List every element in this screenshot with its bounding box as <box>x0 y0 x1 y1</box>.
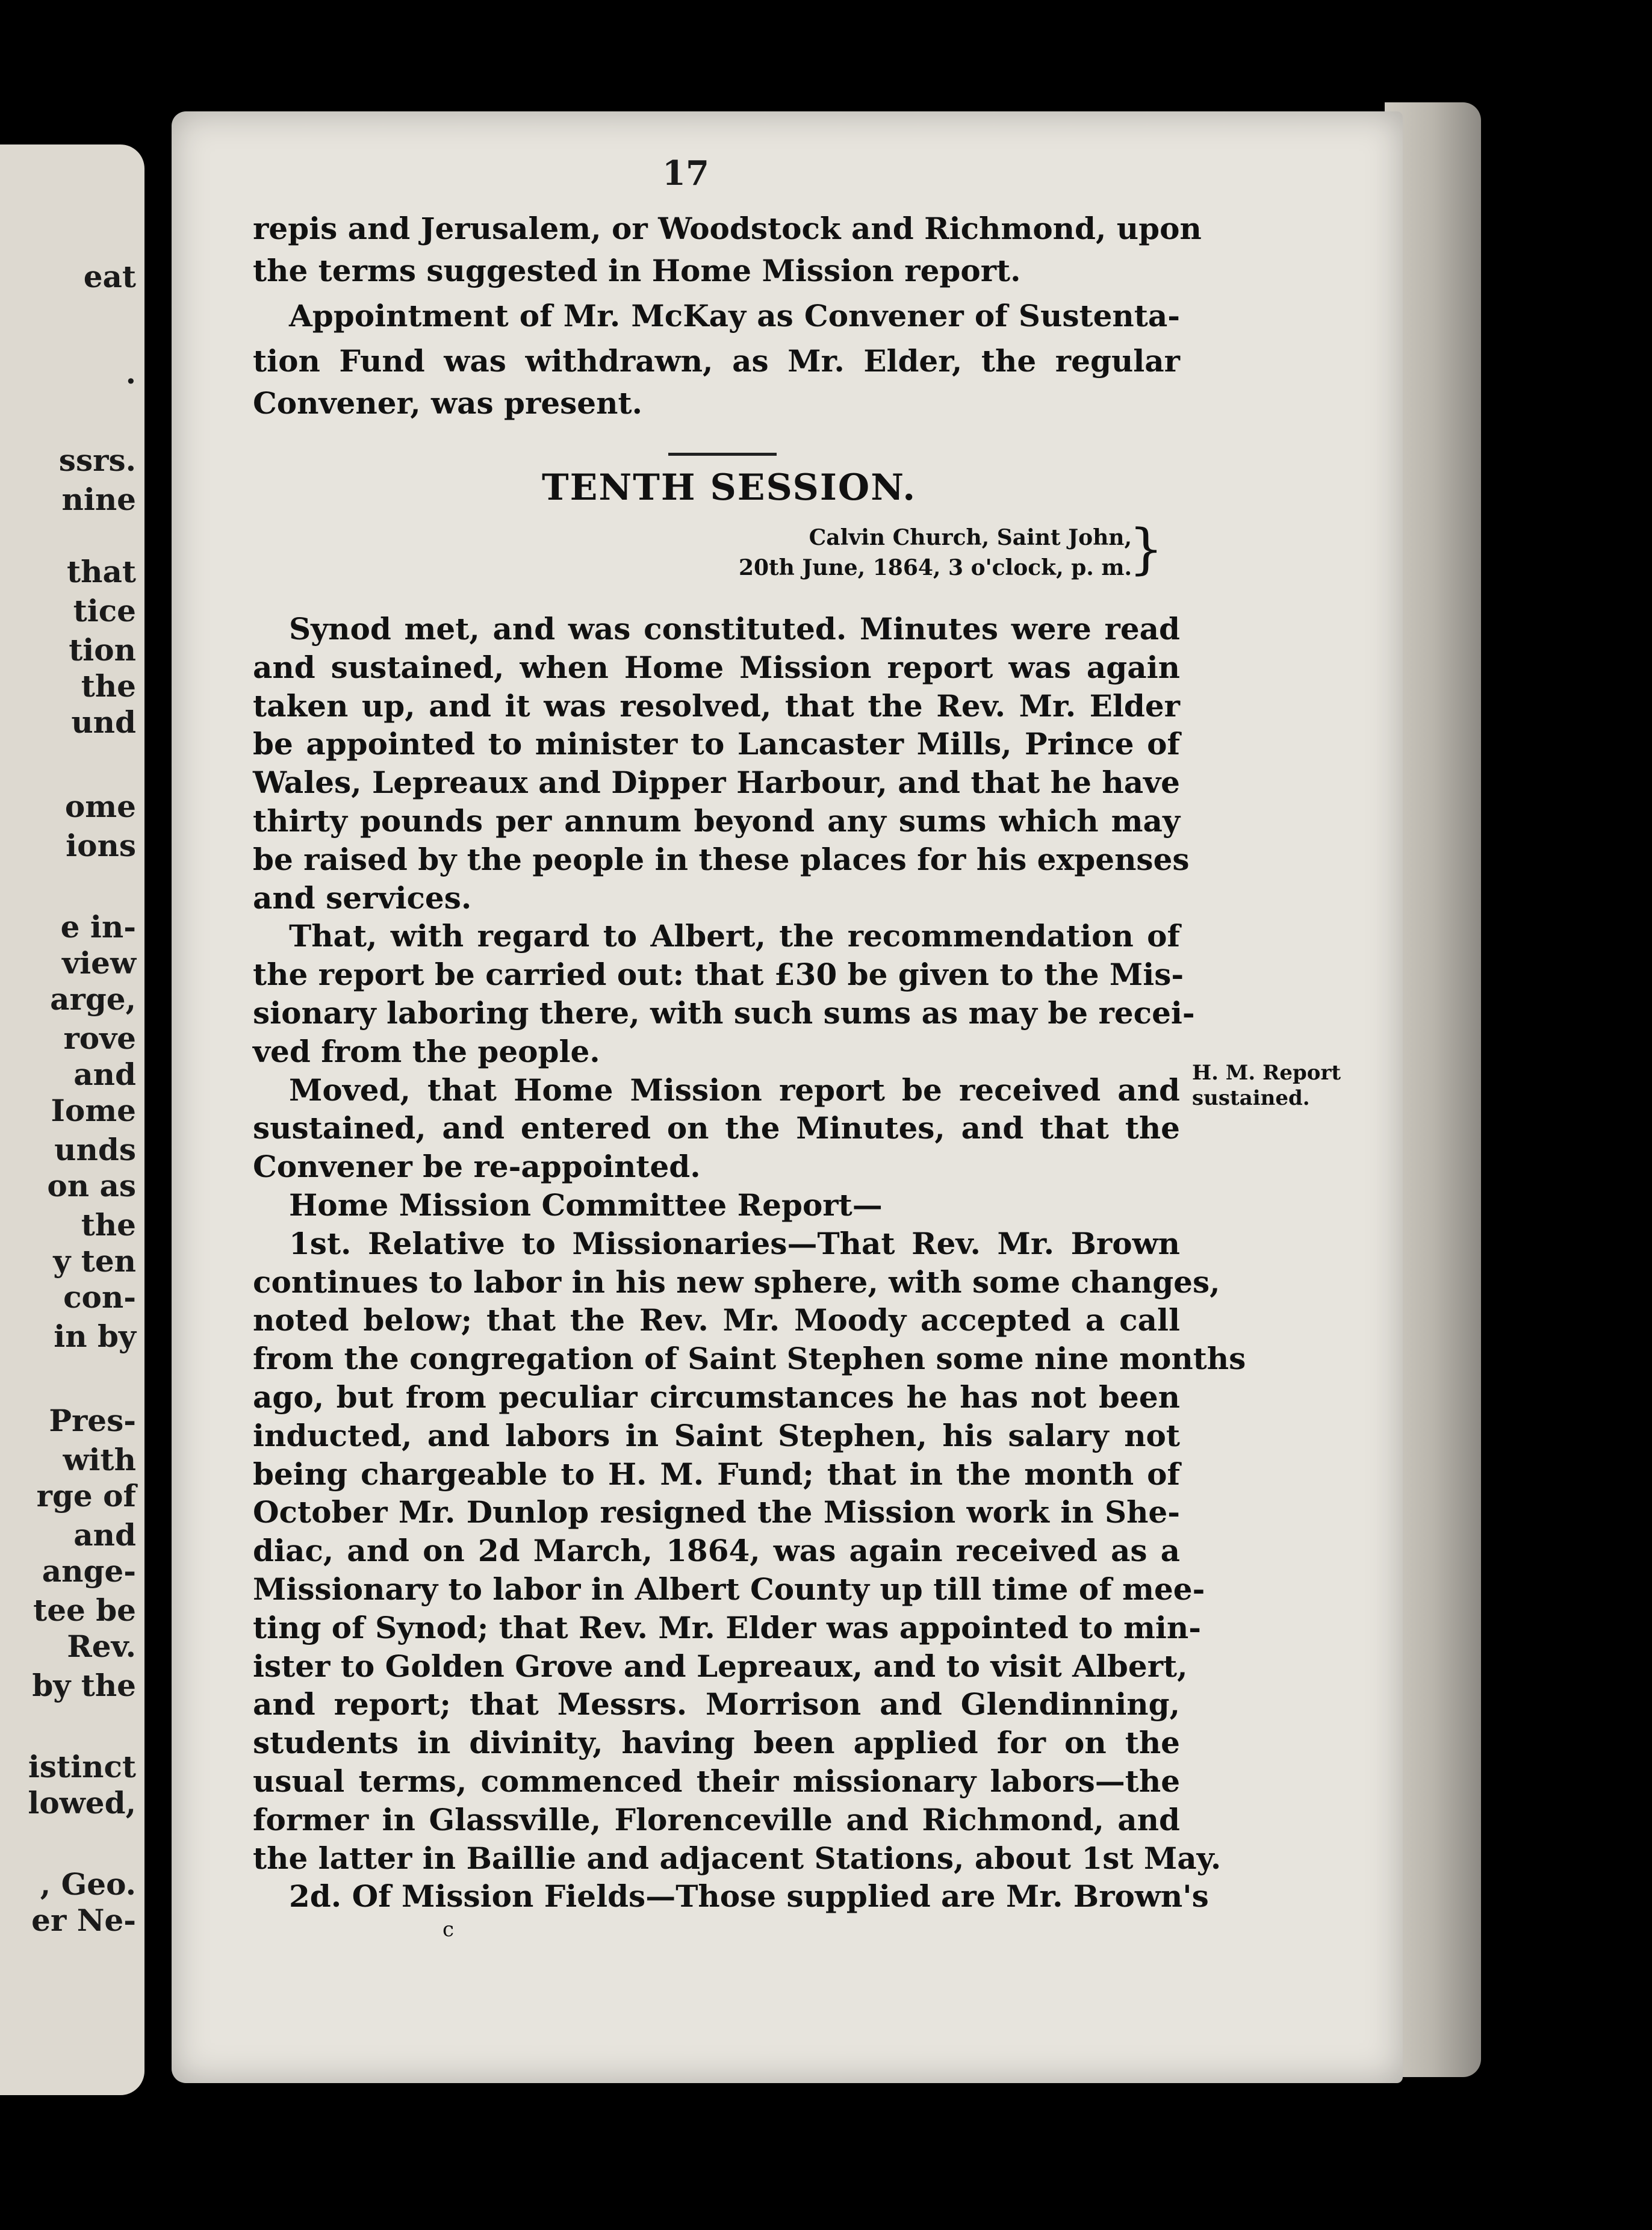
text-line: October Mr. Dunlop resigned the Mission work in She- <box>253 1494 1180 1530</box>
left-page-line: tice <box>73 593 136 629</box>
text-line: Synod met, and was constituted. Minutes were read <box>289 611 1180 647</box>
text-line: ved from the people. <box>253 1034 600 1069</box>
left-page-line: ome <box>64 789 136 824</box>
signature-mark: c <box>442 1918 455 1942</box>
left-page-line: ange- <box>42 1553 136 1589</box>
text-line: from the congregation of Saint Stephen some nine months <box>253 1341 1246 1376</box>
left-page-line: on as <box>47 1168 136 1204</box>
left-page-line: by the <box>32 1668 136 1703</box>
left-page-line: with <box>63 1442 136 1477</box>
text-line: repis and Jerusalem, or Woodstock and Richmond, upon <box>253 211 1202 246</box>
brace-mark: } <box>1129 518 1164 581</box>
text-line: ago, but from peculiar circumstances he has not been <box>253 1379 1180 1415</box>
text-line: and sustained, when Home Mission report was again <box>253 650 1180 685</box>
text-line: 2d. Of Mission Fields—Those supplied are Mr. Brown's <box>289 1878 1209 1914</box>
text-line: taken up, and it was resolved, that the Rev. Mr. Elder <box>253 688 1180 724</box>
session-date: 20th June, 1864, 3 o'clock, p. m. <box>738 555 1132 580</box>
left-page-line: lowed, <box>28 1785 136 1821</box>
left-page-line: , Geo. <box>40 1866 136 1902</box>
text-line: the latter in Baillie and adjacent Stations, about 1st May. <box>253 1840 1222 1876</box>
left-page-line: rge of <box>36 1478 136 1514</box>
left-page-line: view <box>62 945 136 981</box>
text-line: usual terms, commenced their missionary labors—the <box>253 1763 1180 1799</box>
text-line: be appointed to minister to Lancaster Mills, Prince of <box>253 726 1180 762</box>
left-page-line: nine <box>61 482 136 517</box>
text-line: and services. <box>253 880 472 916</box>
text-line: being chargeable to H. M. Fund; that in the month of <box>253 1456 1180 1492</box>
section-rule <box>668 453 777 456</box>
text-line: Convener, was present. <box>253 385 642 421</box>
text-line: diac, and on 2d March, 1864, was again received as a <box>253 1533 1180 1568</box>
text-line: That, with regard to Albert, the recommendation of <box>289 918 1180 954</box>
margin-note-line-2: sustained. <box>1192 1086 1310 1110</box>
left-page-line: ssrs. <box>58 443 136 478</box>
left-page-line: ions <box>66 828 136 863</box>
left-page-line: er Ne- <box>31 1902 136 1938</box>
left-facing-page <box>0 144 144 2095</box>
text-line: 1st. Relative to Missionaries—That Rev. Mr. Brown <box>289 1226 1180 1261</box>
text-line: Wales, Lepreaux and Dipper Harbour, and that he have <box>253 765 1180 800</box>
left-page-line: in by <box>54 1318 136 1354</box>
session-place: Calvin Church, Saint John, <box>809 525 1132 550</box>
text-line: the terms suggested in Home Mission report. <box>253 253 1021 288</box>
text-line: the report be carried out: that £30 be given to the Mis- <box>253 957 1184 992</box>
text-line: Missionary to labor in Albert County up till time of mee- <box>253 1571 1205 1607</box>
text-line: ting of Synod; that Rev. Mr. Elder was appointed to min- <box>253 1610 1201 1645</box>
left-page-line: that <box>67 554 136 589</box>
text-line: and report; that Messrs. Morrison and Glendinning, <box>253 1686 1180 1722</box>
text-line: Appointment of Mr. McKay as Convener of Sustenta- <box>289 298 1180 334</box>
text-line: tion Fund was withdrawn, as Mr. Elder, the regular <box>253 343 1180 379</box>
left-page-line: con- <box>63 1279 136 1315</box>
left-page-line: Rev. <box>67 1629 136 1664</box>
text-line: thirty pounds per annum beyond any sums which may <box>253 803 1180 839</box>
text-line: Home Mission Committee Report— <box>289 1187 883 1223</box>
text-line: continues to labor in his new sphere, with some changes, <box>253 1264 1220 1300</box>
text-line: sustained, and entered on the Minutes, and that the <box>253 1110 1180 1146</box>
text-line: Moved, that Home Mission report be received and <box>289 1072 1180 1108</box>
section-heading: TENTH SESSION. <box>542 467 917 509</box>
left-page-line: tee be <box>33 1592 136 1628</box>
text-line: be raised by the people in these places for his expenses <box>253 842 1190 877</box>
left-page-line: rove <box>63 1020 136 1056</box>
page-number: 17 <box>662 154 709 193</box>
left-page-line: istinct <box>28 1749 136 1784</box>
left-page-line: . <box>125 355 136 391</box>
left-page-line: unds <box>54 1132 136 1167</box>
left-page-line: and <box>73 1517 136 1553</box>
text-line: former in Glassville, Florenceville and Richmond, and <box>253 1802 1180 1837</box>
left-page-line: und <box>71 704 136 740</box>
left-page-line: tion <box>69 632 136 668</box>
text-line: students in divinity, having been applied for on the <box>253 1725 1180 1760</box>
left-page-line: the <box>81 1207 136 1243</box>
left-page-line: eat <box>83 259 136 294</box>
left-page-line: Iome <box>51 1093 136 1128</box>
margin-note-line-1: H. M. Report <box>1192 1061 1341 1085</box>
text-line: noted below; that the Rev. Mr. Moody accepted a call <box>253 1302 1180 1338</box>
text-line: sionary laboring there, with such sums as may be recei- <box>253 995 1195 1031</box>
text-line: Convener be re-appointed. <box>253 1149 701 1184</box>
left-page-line: and <box>73 1057 136 1092</box>
text-line: inducted, and labors in Saint Stephen, his salary not <box>253 1418 1180 1453</box>
left-page-line: the <box>81 668 136 704</box>
text-line: ister to Golden Grove and Lepreaux, and to visit Albert, <box>253 1648 1188 1684</box>
left-page-line: y ten <box>53 1243 136 1279</box>
left-page-line: e in- <box>60 909 136 945</box>
left-page-line: arge, <box>50 981 136 1017</box>
left-page-line: Pres- <box>49 1403 136 1438</box>
